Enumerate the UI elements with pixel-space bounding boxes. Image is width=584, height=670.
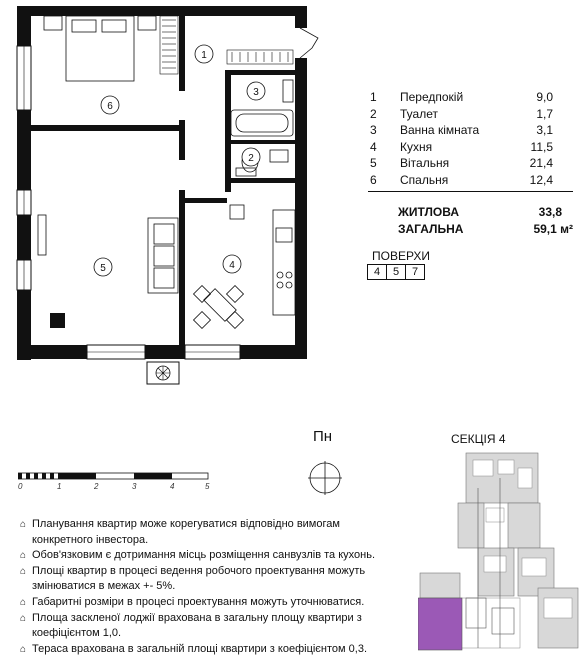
room-area: 12,4 bbox=[529, 172, 553, 187]
table-row bbox=[370, 140, 575, 157]
house-icon: ⌂ bbox=[20, 612, 27, 624]
floors-list bbox=[368, 264, 425, 280]
north-label: Пн bbox=[313, 428, 333, 445]
room-name: Спальня bbox=[400, 172, 449, 187]
table-row bbox=[370, 156, 575, 173]
scale-bar bbox=[18, 470, 218, 484]
bed bbox=[44, 16, 156, 81]
floors-title: ПОВЕРХИ bbox=[372, 249, 431, 263]
notes-list bbox=[20, 517, 380, 657]
floor-cell: 7 bbox=[405, 264, 425, 280]
room-area: 21,4 bbox=[529, 156, 553, 170]
table-row bbox=[370, 173, 575, 190]
dining-table bbox=[194, 286, 244, 329]
scale-label-0: 0 bbox=[18, 482, 23, 491]
note-item bbox=[20, 611, 380, 642]
fan-icon bbox=[147, 362, 179, 384]
room-number: 3 bbox=[370, 123, 377, 137]
room-label-2: 2 bbox=[248, 153, 254, 164]
floor-cell: 4 bbox=[367, 264, 387, 280]
room-table bbox=[370, 90, 575, 189]
note-text: Габаритні розміри в процесі проектування можуть уточнюватися. bbox=[32, 595, 365, 608]
table-row bbox=[370, 123, 575, 140]
note-text: Площа заскленої лоджії врахована в загальну площу квартири з коефіцієнтом 1,0. bbox=[32, 611, 362, 640]
room-name: Кухня bbox=[400, 139, 433, 154]
section-key-plan bbox=[418, 448, 584, 658]
house-icon: ⌂ bbox=[20, 596, 27, 608]
house-icon: ⌂ bbox=[20, 643, 27, 655]
room-label-6: 6 bbox=[107, 101, 113, 112]
room-number: 2 bbox=[370, 106, 377, 121]
note-item bbox=[20, 564, 380, 595]
section-title: СЕКЦІЯ 4 bbox=[451, 432, 506, 446]
scale-label-4: 4 bbox=[170, 482, 175, 491]
room-label-3: 3 bbox=[253, 87, 259, 98]
note-text: Площі квартир в процесі ведення робочого проектування можуть змінюватися в межах +- 5%. bbox=[32, 564, 366, 593]
total-area-value: 59,1 м² bbox=[533, 222, 573, 236]
entry-door bbox=[300, 28, 318, 58]
note-item bbox=[20, 642, 380, 658]
room-number: 6 bbox=[370, 172, 377, 187]
room-name: Вітальня bbox=[400, 156, 450, 170]
room-area: 1,7 bbox=[536, 106, 553, 121]
table-row bbox=[370, 90, 575, 107]
note-item bbox=[20, 517, 380, 548]
room-area: 3,1 bbox=[536, 123, 553, 137]
room-number: 1 bbox=[370, 90, 377, 104]
room-area: 9,0 bbox=[536, 90, 553, 104]
note-text: Тераса врахована в загальній площі квартири з коефіцієнтом 0,3. bbox=[32, 642, 367, 655]
note-text: Планування квартир може корегуватися відповідно вимогам конкретного інвестора. bbox=[32, 518, 340, 546]
note-item bbox=[20, 548, 380, 564]
total-area-label: ЗАГАЛЬНА bbox=[398, 222, 464, 236]
note-text: Обов'язковим є дотримання місць розміщення санвузлів та кухонь. bbox=[32, 549, 376, 562]
floor-cell: 5 bbox=[386, 264, 406, 280]
table-row bbox=[370, 107, 575, 124]
room-name: Туалет bbox=[400, 106, 438, 121]
scale-label-5: 5 bbox=[205, 482, 210, 491]
room-label-4: 4 bbox=[229, 260, 235, 271]
house-icon: ⌂ bbox=[20, 550, 27, 562]
room-number: 4 bbox=[370, 139, 377, 154]
room-area: 11,5 bbox=[530, 139, 553, 154]
scale-label-1: 1 bbox=[57, 482, 62, 491]
room-label-5: 5 bbox=[100, 263, 106, 274]
highlighted-apartment bbox=[418, 598, 462, 650]
table-divider bbox=[368, 191, 573, 192]
sofa bbox=[38, 215, 178, 293]
house-icon: ⌂ bbox=[20, 519, 27, 530]
note-item bbox=[20, 595, 380, 611]
room-name: Передпокій bbox=[400, 90, 464, 104]
walls bbox=[17, 6, 307, 360]
scale-label-2: 2 bbox=[94, 482, 99, 491]
room-name: Ванна кімната bbox=[400, 123, 480, 137]
scale-label-3: 3 bbox=[132, 482, 137, 491]
compass-icon bbox=[305, 458, 345, 498]
living-area-value: 33,8 bbox=[538, 205, 562, 219]
room-label-1: 1 bbox=[201, 50, 207, 61]
house-icon: ⌂ bbox=[20, 565, 27, 577]
room-number: 5 bbox=[370, 156, 377, 170]
living-area-label: ЖИТЛОВА bbox=[398, 205, 459, 219]
